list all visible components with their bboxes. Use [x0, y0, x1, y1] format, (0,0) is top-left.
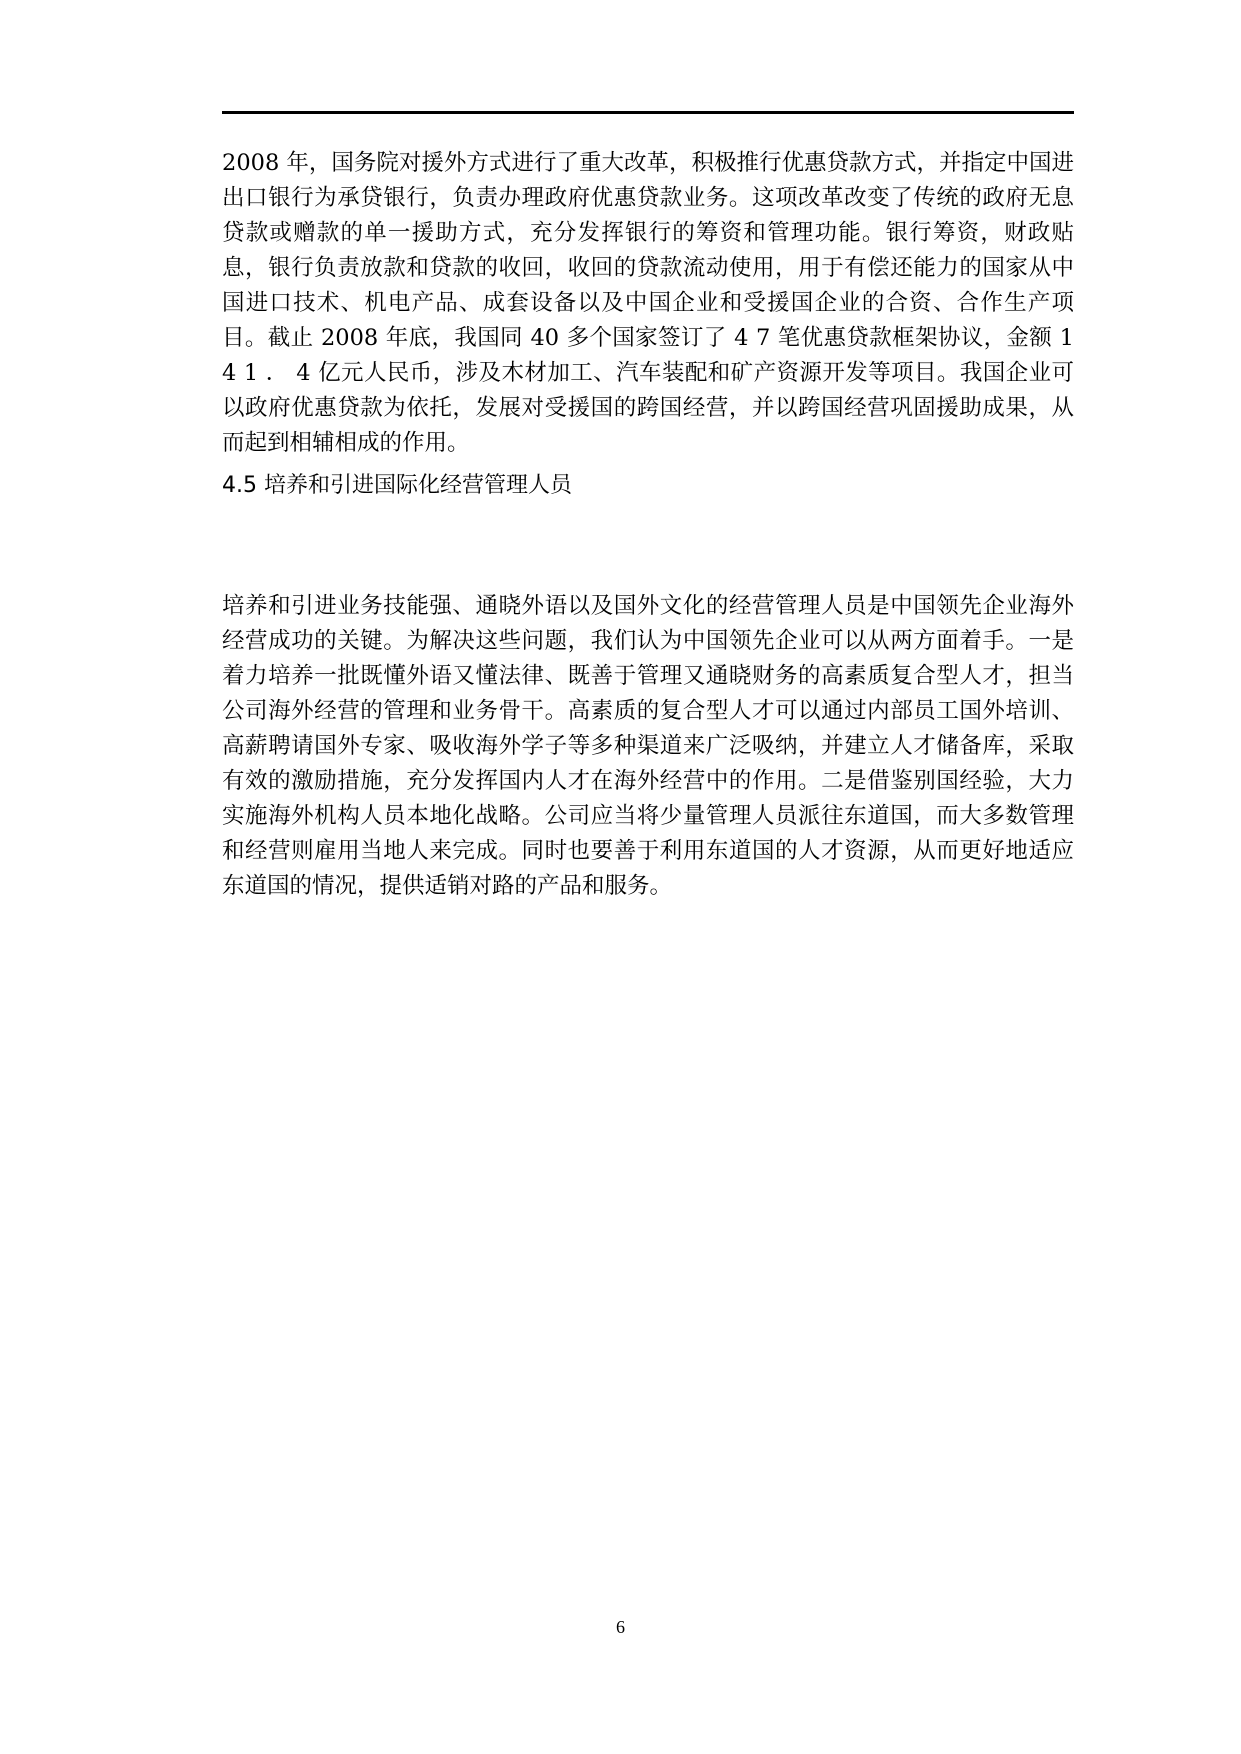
body-paragraph-aid-reform: 2008 年，国务院对援外方式进行了重大改革，积极推行优惠贷款方式，并指定中国进出口银行为承贷银行，负责办理政府优惠贷款业务。这项改革改变了传统的政府无息贷款或赠款的单一援助方式，充分发挥银行的筹资和管理功能。银行筹资，财政贴息，银行负责放款和贷款的收回，收回的贷款流动使用，用于有偿还能力的国家从中国进口技术、机电产品、成套设备以及中国企业和受援国企业的合资、合作生产项目。截止 2008 年底，我国同 40 多个国家签订了 4 7 笔优惠贷款框架协议，金额 1 4 1 ． 4 亿元人民币，涉及木材加工、汽车装配和矿产资源开发等项目。我国企业可以政府优惠贷款为依托，发展对受援国的跨国经营，并以跨国经营巩固援助成果，从而起到相辅相成的作用。	[222, 150, 1074, 456]
body-paragraph-talent: 培养和引进业务技能强、通晓外语以及国外文化的经营管理人员是中国领先企业海外经营成功的关键。为解决这些问题，我们认为中国领先企业可以从两方面着手。一是着力培养一批既懂外语又懂法律、既善于管理又通晓财务的高素质复合型人才，担当公司海外经营的管理和业务骨干。高素质的复合型人才可以通过内部员工国外培训、高薪聘请国外专家、吸收海外学子等多种渠道来广泛吸纳，并建立人才储备库，采取有效的激励措施，充分发挥国内人才在海外经营中的作用。二是借鉴别国经验，大力实施海外机构人员本地化战略。公司应当将少量管理人员派往东道国，而大多数管理和经营则雇用当地人来完成。同时也要善于利用东道国的人才资源，从而更好地适应东道国的情况，提供适销对路的产品和服务。	[222, 593, 1074, 899]
page-number: 6	[616, 1617, 625, 1637]
header-rule	[222, 111, 1074, 114]
section-heading: 4.5 培养和引进国际化经营管理人员	[222, 473, 572, 498]
